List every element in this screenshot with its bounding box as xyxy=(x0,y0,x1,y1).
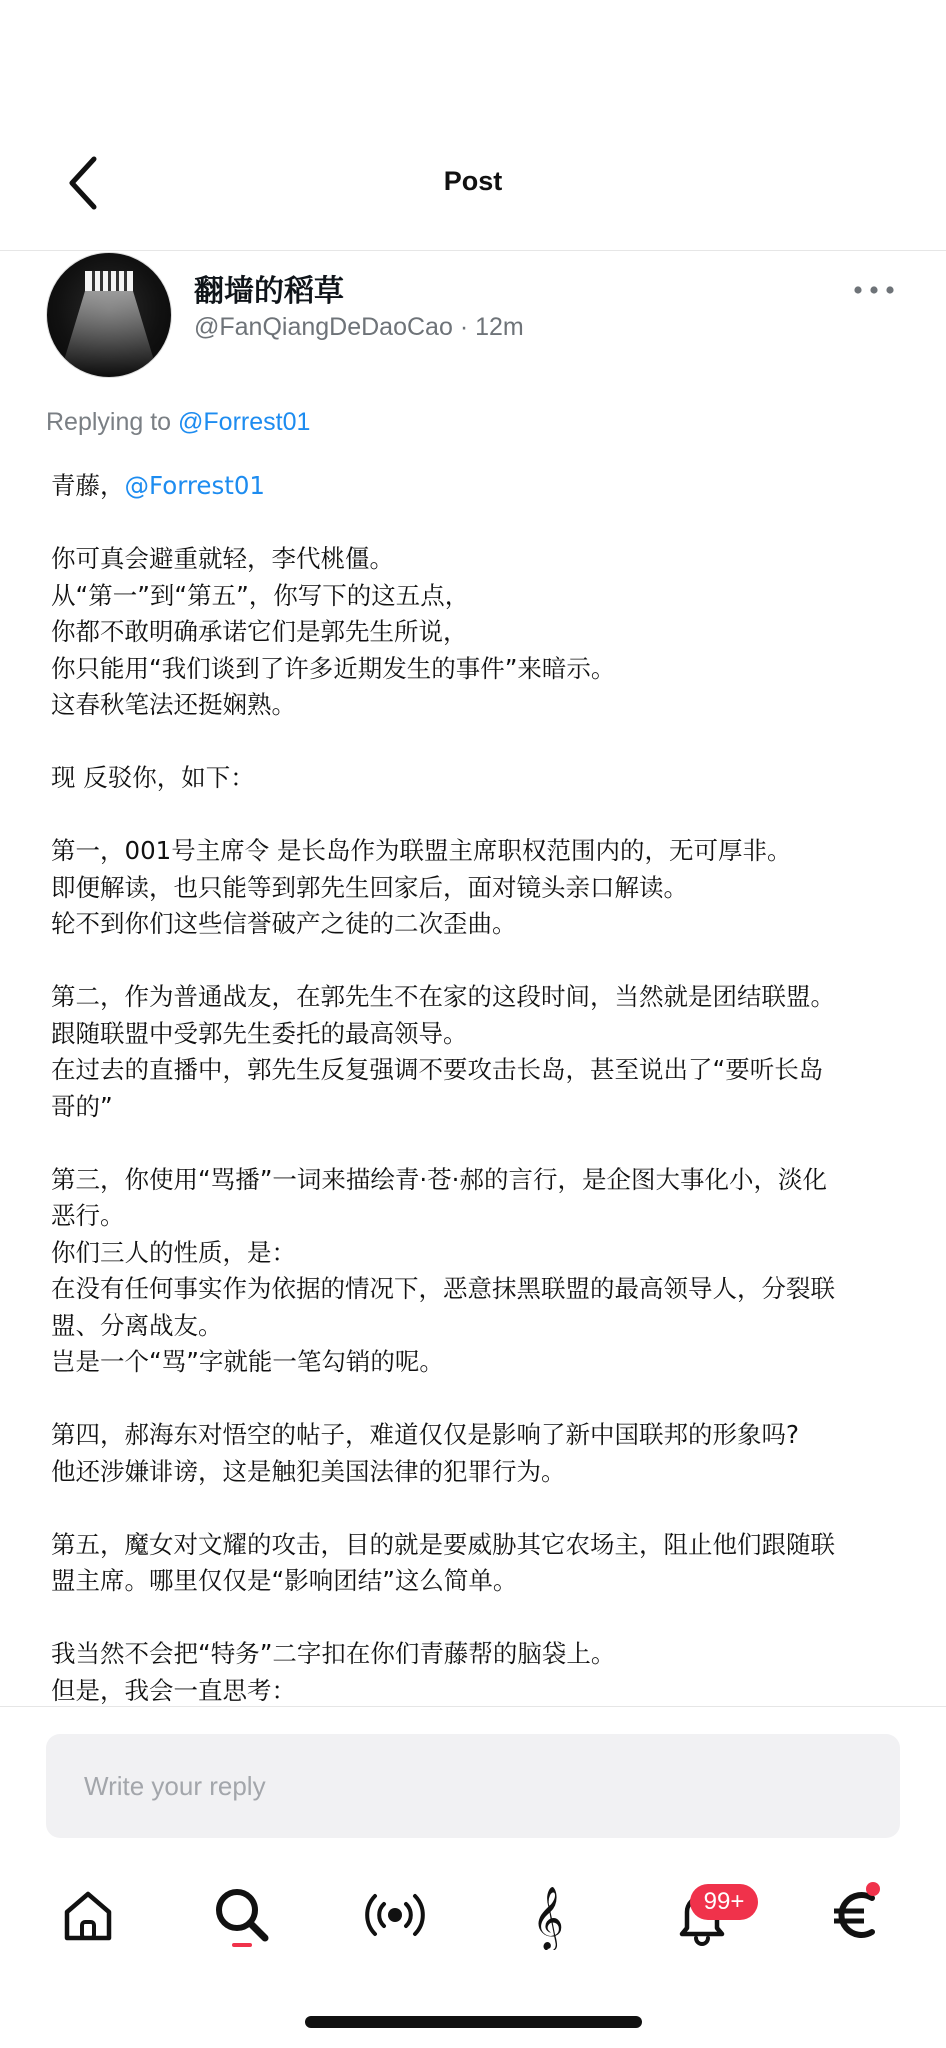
top-bar xyxy=(0,0,946,251)
notification-badge: 99+ xyxy=(690,1884,758,1920)
paragraph: 第四，郝海东对悟空的帖子，难道仅仅是影响了新中国联邦的形象吗? 他还涉嫌诽谤，这是触犯美国法律的犯罪行为。 xyxy=(51,1420,800,1486)
paragraph: 第一，001号主席令 是长岛作为联盟主席职权范围内的，无可厚非。 即便解读，也只能等到郭先生回家后，面对镜头亲口解读。 轮不到你们这些信誉破产之徒的二次歪曲。 xyxy=(51,836,792,938)
greeting-text: 青藤， xyxy=(51,471,125,500)
more-horizontal-icon xyxy=(852,280,896,300)
post-meta xyxy=(194,312,524,342)
tab-live[interactable] xyxy=(360,1880,430,1950)
active-tab-indicator xyxy=(232,1943,252,1947)
tab-music[interactable] xyxy=(513,1880,583,1950)
replying-to xyxy=(46,408,310,437)
broadcast-icon xyxy=(360,1880,430,1950)
replying-mention-link[interactable]: @Forrest01 xyxy=(178,408,311,436)
author-handle[interactable]: @FanQiangDeDaoCao xyxy=(194,312,453,341)
divider xyxy=(0,1706,946,1707)
paragraph: 第三，你使用“骂播”一词来描绘青·苍·郝的言行，是企图大事化小，淡化 恶行。 你们三人的性质，是： 在没有任何事实作为依据的情况下，恶意抹黑联盟的最高领导人，分裂联 盟、分离战友。 岂是一个“骂”字就能一笔勾销的呢。 xyxy=(51,1164,835,1376)
paragraph: 现 反驳你，如下： xyxy=(51,763,255,792)
tab-home[interactable] xyxy=(53,1880,123,1950)
paragraph: 我当然不会把“特务”二字扣在你们青藤帮的脑袋上。 但是，我会一直思考： xyxy=(51,1639,616,1705)
home-indicator[interactable] xyxy=(305,2016,642,2028)
avatar[interactable] xyxy=(46,252,172,378)
paragraph: 第二，作为普通战友，在郭先生不在家的这段时间，当然就是团结联盟。 跟随联盟中受郭先生委托的最高领导。 在过去的直播中，郭先生反复强调不要攻击长岛，甚至说出了“要听长岛 哥的” xyxy=(51,982,835,1121)
replying-label: Replying to xyxy=(46,408,172,436)
content-mention-link[interactable]: @Forrest01 xyxy=(124,471,266,500)
more-options-button[interactable] xyxy=(852,280,896,300)
paragraph: 第五，魔女对文耀的攻击，目的就是要威胁其它农场主，阻止他们跟随联 盟主席。哪里仅仅是“影响团结”这么简单。 xyxy=(51,1529,835,1595)
greeting-line xyxy=(51,468,901,505)
post-content xyxy=(51,468,901,1706)
svg-text:𝄞: 𝄞 xyxy=(532,1886,564,1949)
treble-clef-icon xyxy=(513,1880,583,1950)
paragraph: 你可真会避重就轻，李代桃僵。 从“第一”到“第五”，你写下的这五点， 你都不敢明确承诺它们是郭先生所说， 你只能用“我们谈到了许多近期发生的事件”来暗示。 这春秋笔法还挺娴熟。 xyxy=(51,544,616,719)
prison-bars-icon xyxy=(47,253,171,377)
post-time: 12m xyxy=(475,312,524,341)
search-icon xyxy=(207,1880,277,1950)
author-name[interactable]: 翻墙的稻草 xyxy=(194,274,344,309)
meta-separator: · xyxy=(459,312,469,341)
reply-input[interactable] xyxy=(84,1734,864,1838)
tab-search[interactable] xyxy=(207,1880,277,1950)
gettr-indicator-dot xyxy=(866,1882,880,1896)
home-icon xyxy=(53,1880,123,1950)
reply-box[interactable] xyxy=(46,1734,900,1838)
post xyxy=(0,250,946,1706)
page-title: Post xyxy=(443,166,503,196)
